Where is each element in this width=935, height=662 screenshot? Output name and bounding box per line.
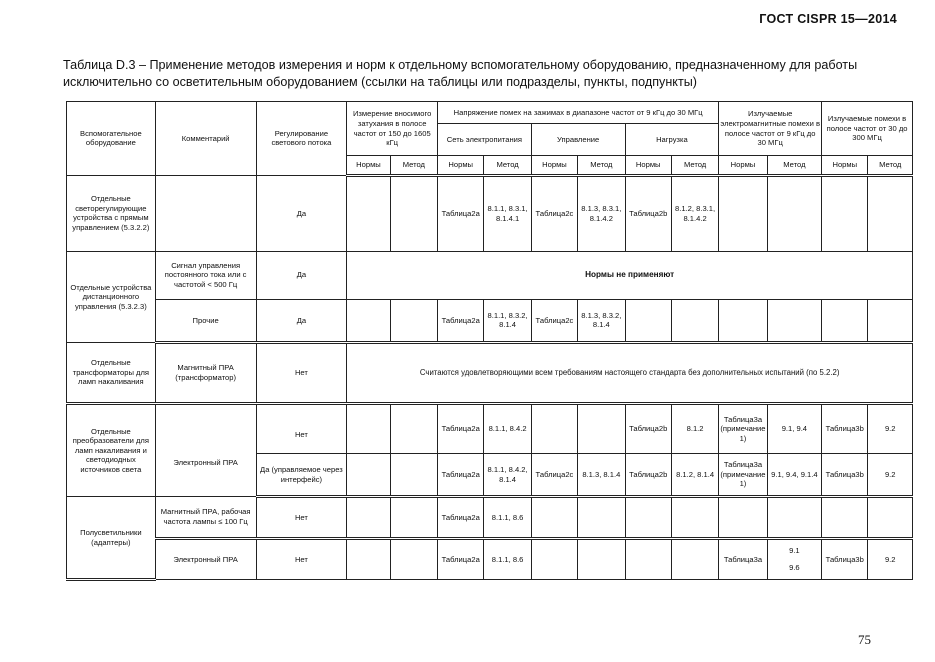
cell: [719, 299, 767, 342]
header-norms: Нормы: [822, 156, 868, 176]
rad-method-cell: [767, 538, 821, 579]
header-row-1: [67, 102, 913, 124]
mains-method-cell: 8.1.1, 8.6: [484, 538, 531, 579]
rad-method-cell: 9.1, 9.4: [767, 403, 821, 453]
control-method-cell: 8.1.3, 8.3.1, 8.1.4.2: [578, 175, 625, 251]
header-method: Метод: [767, 156, 821, 176]
header-norms: Нормы: [719, 156, 767, 176]
regulation-cell: Нет: [256, 538, 347, 579]
equipment-cell: Полусветильники (адаптеры): [67, 497, 156, 580]
rad2-norm-cell: Таблица3b: [822, 453, 868, 496]
header-control: Управление: [531, 123, 625, 156]
header-insertion-loss: Измерение вносимого затухания в полосе частот от 150 до 1605 кГц: [347, 102, 438, 156]
header-norms: Нормы: [625, 156, 671, 176]
mains-method-cell: 8.1.1, 8.4.2: [484, 403, 531, 453]
cell: [578, 497, 625, 538]
rad-method-line: 9.1: [789, 545, 800, 555]
cell: [347, 299, 390, 342]
mains-norm-cell: Таблица2a: [438, 453, 484, 496]
cell: [671, 299, 718, 342]
comment-cell: Магнитный ПРА, рабочая частота лампы ≤ 100 Гц: [155, 497, 256, 538]
cell: [671, 497, 718, 538]
cell: [822, 175, 868, 251]
cell: [390, 299, 437, 342]
table-row: [67, 403, 913, 453]
cell: [578, 538, 625, 579]
cell: [822, 299, 868, 342]
rad2-method-cell: 9.2: [868, 453, 913, 496]
rad-method-line: 9.6: [789, 563, 800, 573]
cell: [347, 403, 390, 453]
cell: [625, 299, 671, 342]
cell: [390, 453, 437, 496]
comment-cell: Электронный ПРА: [155, 403, 256, 496]
load-method-cell: 8.1.2, 8.3.1, 8.1.4.2: [671, 175, 718, 251]
requirements-table: [66, 101, 913, 581]
table-row: [67, 497, 913, 538]
regulation-cell: Нет: [256, 343, 347, 404]
header-terminal-voltage: Напряжение помех на зажимах в диапазоне частот от 9 кГц до 30 МГц: [438, 102, 719, 124]
cell: [625, 497, 671, 538]
regulation-cell: Да: [256, 251, 347, 299]
mains-norm-cell: Таблица2a: [438, 538, 484, 579]
equipment-cell: Отдельные преобразователи для ламп накаливания и светодиодных источников света: [67, 403, 156, 496]
cell: [578, 403, 625, 453]
cell: [531, 538, 577, 579]
header-method: Метод: [671, 156, 718, 176]
header-radiated-30-300: Излучаемые помехи в полосе частот от 30 до 300 МГц: [822, 102, 913, 156]
header-norms: Нормы: [438, 156, 484, 176]
table-row: [67, 343, 913, 404]
control-method-cell: 8.1.3, 8.1.4: [578, 453, 625, 496]
regulation-cell: Да: [256, 299, 347, 342]
comment-cell: Прочие: [155, 299, 256, 342]
mains-method-cell: 8.1.1, 8.6: [484, 497, 531, 538]
header-method: Метод: [578, 156, 625, 176]
cell: [868, 175, 913, 251]
regulation-cell: Нет: [256, 403, 347, 453]
header-norms: Нормы: [347, 156, 390, 176]
cell: [390, 175, 437, 251]
regulation-cell: Да (управляемое через интерфейс): [256, 453, 347, 496]
rad-norm-cell: Таблица3a: [719, 538, 767, 579]
cell: [390, 538, 437, 579]
cell: [868, 497, 913, 538]
cell: [625, 538, 671, 579]
comment-cell: Сигнал управления постоянного тока или с частотой < 500 Гц: [155, 251, 256, 299]
comment-cell: Магнитный ПРА (трансформатор): [155, 343, 256, 404]
load-method-cell: 8.1.2, 8.1.4: [671, 453, 718, 496]
control-norm-cell: Таблица2c: [531, 299, 577, 342]
table-caption: Таблица D.3 – Применение методов измерения и норм к отдельному вспомогательному оборудованию, предназначенному для работы исключительно со осветительным оборудованием (ссылки на таблицы или подразделы, пункты, подпункты): [63, 58, 858, 89]
equipment-cell: Отдельные устройства дистанционного управления (5.3.2.3): [67, 251, 156, 342]
load-norm-cell: Таблица2b: [625, 175, 671, 251]
comment-cell: Электронный ПРА: [155, 538, 256, 579]
regulation-cell: Да: [256, 175, 347, 251]
rad2-norm-cell: Таблица3b: [822, 538, 868, 579]
cell: [347, 453, 390, 496]
mains-method-cell: 8.1.1, 8.3.2, 8.1.4: [484, 299, 531, 342]
control-norm-cell: Таблица2c: [531, 175, 577, 251]
load-method-cell: 8.1.2: [671, 403, 718, 453]
cell: [767, 299, 821, 342]
comment-cell: [155, 175, 256, 251]
cell: [390, 403, 437, 453]
header-norms: Нормы: [531, 156, 577, 176]
mains-norm-cell: Таблица2a: [438, 403, 484, 453]
header-regulation: Регулирование светового потока: [256, 102, 347, 176]
standard-header: ГОСТ CISPR 15—2014: [759, 12, 897, 26]
table-row: [67, 299, 913, 342]
header-load: Нагрузка: [625, 123, 719, 156]
cell: [822, 497, 868, 538]
header-method: Метод: [390, 156, 437, 176]
equipment-cell: Отдельные трансформаторы для ламп накаливания: [67, 343, 156, 404]
cell: [868, 299, 913, 342]
cell: [347, 538, 390, 579]
table-row: [67, 538, 913, 579]
header-radiated-em: Излучаемые электромагнитные помехи в полосе частот от 9 кГц до 30 МГц: [719, 102, 822, 156]
cell: [531, 497, 577, 538]
cell: [719, 175, 767, 251]
rad-norm-cell: Таблица3a (примечание 1): [719, 453, 767, 496]
mains-norm-cell: Таблица2a: [438, 497, 484, 538]
cell: [347, 497, 390, 538]
rad2-method-cell: 9.2: [868, 403, 913, 453]
header-method: Метод: [484, 156, 531, 176]
regulation-cell: Нет: [256, 497, 347, 538]
load-norm-cell: Таблица2b: [625, 453, 671, 496]
mains-norm-cell: Таблица2a: [438, 299, 484, 342]
header-method: Метод: [868, 156, 913, 176]
load-norm-cell: Таблица2b: [625, 403, 671, 453]
note-cell: Считаются удовлетворяющими всем требованиям настоящего стандарта без дополнительных испытаний (по 5.2.2): [347, 343, 913, 404]
cell: [390, 497, 437, 538]
equipment-cell: Отдельные светорегулирующие устройства с прямым управлением (5.3.2.2): [67, 175, 156, 251]
mains-method-cell: 8.1.1, 8.4.2, 8.1.4: [484, 453, 531, 496]
table-row: [67, 251, 913, 299]
cell: [531, 403, 577, 453]
mains-method-cell: 8.1.1, 8.3.1, 8.1.4.1: [484, 175, 531, 251]
control-norm-cell: Таблица2c: [531, 453, 577, 496]
page-number: 75: [858, 632, 871, 647]
cell: [767, 497, 821, 538]
header-mains: Сеть электропитания: [438, 123, 532, 156]
cell: [767, 175, 821, 251]
cell: [719, 497, 767, 538]
cell: [671, 538, 718, 579]
header-equipment: Вспомогательное оборудование: [67, 102, 156, 176]
table-row: [67, 175, 913, 251]
rad-method-cell: 9.1, 9.4, 9.1.4: [767, 453, 821, 496]
header-comments: Комментарий: [155, 102, 256, 176]
rad-norm-cell: Таблица3a (примечание 1): [719, 403, 767, 453]
control-method-cell: 8.1.3, 8.3.2, 8.1.4: [578, 299, 625, 342]
no-norms-cell: Нормы не применяют: [347, 251, 913, 299]
rad2-method-cell: 9.2: [868, 538, 913, 579]
mains-norm-cell: Таблица2a: [438, 175, 484, 251]
cell: [347, 175, 390, 251]
rad2-norm-cell: Таблица3b: [822, 403, 868, 453]
